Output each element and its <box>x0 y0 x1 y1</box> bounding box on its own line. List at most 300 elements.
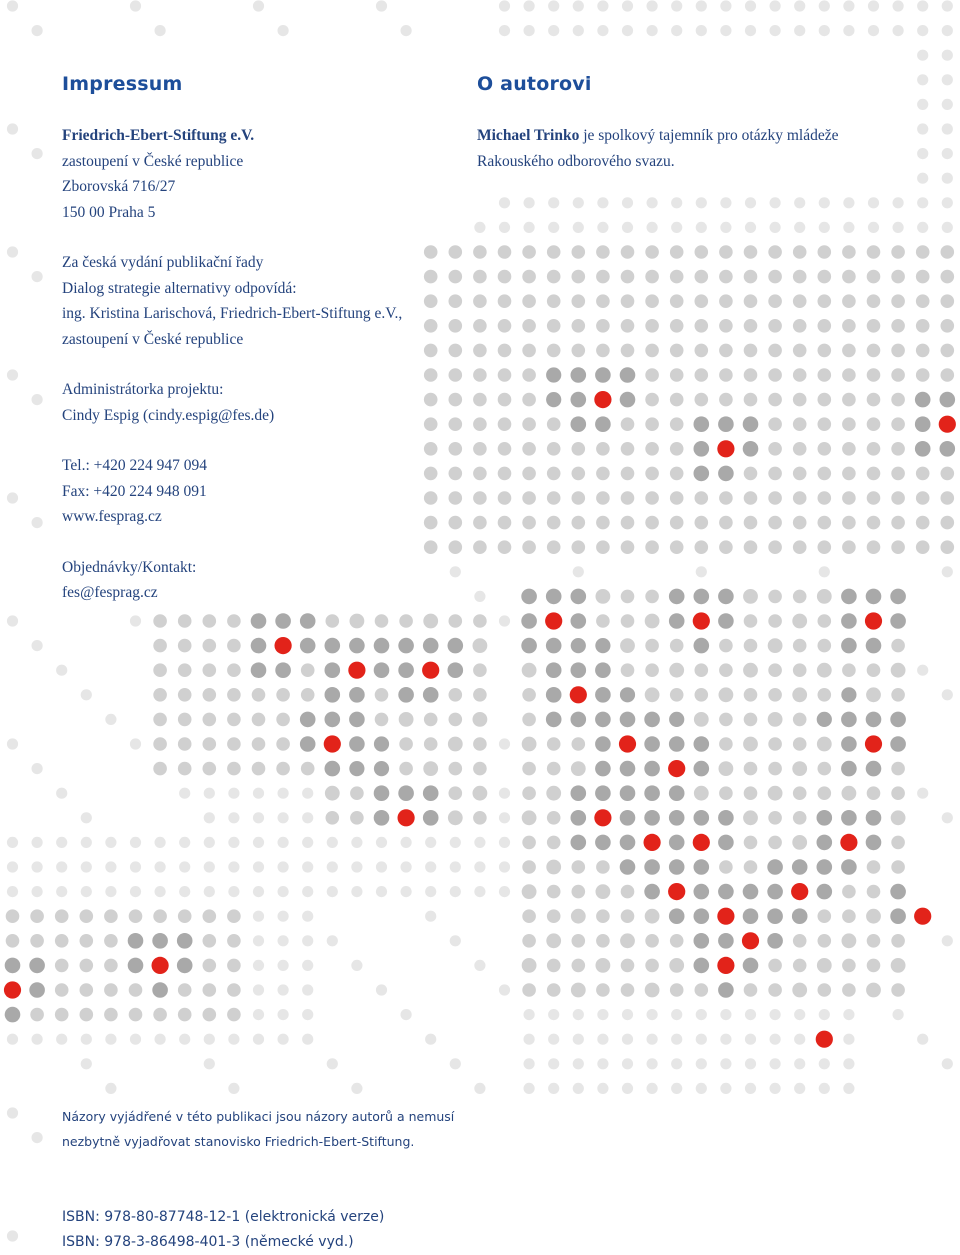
map-dot <box>792 687 807 702</box>
map-dot <box>547 270 561 284</box>
map-dot <box>596 540 610 554</box>
red-dot <box>619 735 636 752</box>
map-dot <box>31 1132 42 1143</box>
map-dot <box>302 861 313 872</box>
map-dot <box>448 662 464 678</box>
map-dot <box>793 467 807 481</box>
map-dot <box>573 1034 584 1045</box>
impressum-heading: Impressum <box>62 73 183 95</box>
map-dot <box>867 663 881 677</box>
map-dot <box>204 861 215 872</box>
map-dot <box>694 908 710 924</box>
map-dot <box>866 909 881 924</box>
map-dot <box>891 639 905 653</box>
map-dot <box>744 688 758 702</box>
map-dot <box>842 442 856 456</box>
map-dot <box>645 909 660 924</box>
map-dot <box>794 1034 805 1045</box>
map-dot <box>351 886 362 897</box>
map-dot <box>916 245 930 259</box>
map-dot <box>644 859 660 875</box>
map-dot <box>596 319 610 333</box>
map-dot <box>105 861 116 872</box>
map-dot <box>842 319 856 333</box>
map-dot <box>744 614 758 628</box>
map-dot <box>228 788 239 799</box>
map-dot <box>203 934 217 948</box>
map-dot <box>941 245 955 259</box>
map-dot <box>473 614 487 628</box>
map-dot <box>891 540 905 554</box>
map-dot <box>155 861 166 872</box>
map-dot <box>522 467 536 481</box>
map-dot <box>572 516 586 530</box>
responsible-line: Za česká vydání publikační řady <box>62 254 264 271</box>
map-dot <box>521 638 537 654</box>
map-dot <box>669 785 685 801</box>
map-dot <box>916 516 930 530</box>
map-dot <box>917 665 928 676</box>
map-dot <box>770 197 781 208</box>
map-dot <box>770 25 781 36</box>
map-dot <box>669 835 685 851</box>
admin-line: Administrátorka projektu: <box>62 381 224 398</box>
map-dot <box>499 738 510 749</box>
map-dot <box>375 614 389 628</box>
map-dot <box>744 540 758 554</box>
map-dot <box>768 540 782 554</box>
map-dot <box>547 737 561 751</box>
map-dot <box>253 788 264 799</box>
map-dot <box>669 736 685 752</box>
map-dot <box>670 417 684 431</box>
map-dot <box>573 1058 584 1069</box>
map-dot <box>349 712 365 728</box>
map-dot <box>917 1034 928 1045</box>
map-dot <box>572 860 586 874</box>
map-dot <box>720 197 731 208</box>
map-dot <box>424 516 438 530</box>
map-dot <box>547 294 561 308</box>
map-dot <box>719 516 733 530</box>
map-dot <box>29 958 45 974</box>
map-dot <box>621 491 635 505</box>
orders-line: fes@fesprag.cz <box>62 584 158 601</box>
map-dot <box>278 861 289 872</box>
map-dot <box>694 416 710 432</box>
map-dot <box>768 442 782 456</box>
map-dot <box>916 294 930 308</box>
map-dot <box>842 491 856 505</box>
map-dot <box>522 909 536 923</box>
map-dot <box>424 368 438 382</box>
map-dot <box>644 884 660 900</box>
about-text <box>477 123 838 174</box>
map-dot <box>718 982 734 998</box>
map-dot <box>547 540 561 554</box>
map-dot <box>891 860 905 874</box>
map-dot <box>227 762 241 776</box>
map-dot <box>302 935 313 946</box>
map-dot <box>130 738 141 749</box>
map-dot <box>768 368 782 382</box>
map-dot <box>573 566 584 577</box>
map-dot <box>276 762 290 776</box>
map-dot <box>817 835 833 851</box>
map-dot <box>573 222 584 233</box>
map-dot <box>793 663 807 677</box>
map-dot <box>768 811 782 825</box>
map-dot <box>793 393 807 407</box>
map-dot <box>7 246 18 257</box>
map-dot <box>597 1058 608 1069</box>
map-dot <box>128 933 144 949</box>
map-dot <box>867 491 881 505</box>
map-dot <box>793 516 807 530</box>
map-dot <box>767 884 783 900</box>
map-dot <box>817 884 833 900</box>
map-dot <box>351 837 362 848</box>
map-dot <box>621 344 635 358</box>
map-dot <box>941 516 955 530</box>
map-dot <box>301 663 315 677</box>
map-dot <box>374 736 389 751</box>
map-dot <box>669 810 685 826</box>
map-dot <box>7 1230 18 1241</box>
map-dot <box>522 958 537 973</box>
map-dot <box>942 25 953 36</box>
map-dot <box>522 516 536 530</box>
map-dot <box>572 442 586 456</box>
map-dot <box>843 0 854 11</box>
map-dot <box>7 837 18 848</box>
map-dot <box>152 982 168 998</box>
map-dot <box>792 761 807 776</box>
author-text-line: je spolkový tajemník pro otázky mládeže <box>579 127 839 144</box>
map-dot <box>178 688 192 702</box>
about-author-section <box>477 73 838 174</box>
map-dot <box>818 245 832 259</box>
map-dot <box>942 50 953 61</box>
map-dot <box>620 712 636 728</box>
map-dot <box>105 1034 116 1045</box>
map-dot <box>424 540 438 554</box>
map-dot <box>696 566 707 577</box>
map-dot <box>81 886 92 897</box>
map-dot <box>818 344 832 358</box>
map-dot <box>522 344 536 358</box>
map-dot <box>425 886 436 897</box>
map-dot <box>498 319 512 333</box>
publisher-line: zastoupení v České republice <box>62 152 244 170</box>
map-dot <box>793 368 807 382</box>
map-dot <box>6 909 20 923</box>
map-dot <box>302 911 313 922</box>
map-dot <box>916 491 930 505</box>
map-dot <box>81 812 92 823</box>
map-dot <box>203 614 217 628</box>
map-dot <box>817 859 833 875</box>
map-dot <box>572 934 586 948</box>
map-dot <box>449 294 463 308</box>
map-dot <box>31 886 42 897</box>
isbn-block <box>62 1205 384 1255</box>
map-dot <box>302 886 313 897</box>
map-dot <box>645 934 659 948</box>
map-dot <box>841 613 857 629</box>
map-dot <box>644 712 660 728</box>
map-dot <box>203 909 217 923</box>
map-dot <box>6 934 20 948</box>
map-dot <box>572 885 586 899</box>
map-dot <box>399 614 413 628</box>
map-dot <box>644 761 660 777</box>
map-dot <box>547 491 561 505</box>
map-dot <box>768 294 782 308</box>
map-dot <box>917 222 928 233</box>
map-dot <box>842 516 856 530</box>
map-dot <box>499 812 510 823</box>
map-dot <box>670 540 684 554</box>
map-dot <box>275 662 291 678</box>
map-dot <box>251 638 267 654</box>
red-dot <box>398 809 415 826</box>
map-dot <box>522 810 537 825</box>
map-dot <box>376 0 387 11</box>
map-dot <box>597 0 608 11</box>
map-dot <box>547 762 561 776</box>
map-dot <box>841 589 857 605</box>
map-dot <box>645 516 659 530</box>
map-dot <box>647 1009 658 1020</box>
map-dot <box>694 466 710 482</box>
map-dot <box>842 417 856 431</box>
map-dot <box>31 517 42 528</box>
map-dot <box>376 984 387 995</box>
map-dot <box>253 911 264 922</box>
map-dot <box>424 245 438 259</box>
map-dot <box>596 909 610 923</box>
map-dot <box>326 811 340 825</box>
map-dot <box>644 785 660 801</box>
map-dot <box>843 25 854 36</box>
map-dot <box>671 197 682 208</box>
map-dot <box>450 861 461 872</box>
map-dot <box>596 467 610 481</box>
map-dot <box>818 319 832 333</box>
map-dot <box>794 1009 805 1020</box>
red-dot <box>816 1031 833 1048</box>
map-dot <box>227 1008 241 1022</box>
map-dot <box>179 861 190 872</box>
map-dot <box>670 688 684 702</box>
map-dot <box>620 835 636 851</box>
map-dot <box>424 294 438 308</box>
map-dot <box>450 837 461 848</box>
map-dot <box>499 615 510 626</box>
map-dot <box>498 467 512 481</box>
map-dot <box>31 25 42 36</box>
map-dot <box>916 467 930 481</box>
map-dot <box>743 958 759 974</box>
map-dot <box>30 909 44 923</box>
map-dot <box>719 245 733 259</box>
map-dot <box>351 861 362 872</box>
map-dot <box>645 393 659 407</box>
map-dot <box>621 516 635 530</box>
map-dot <box>473 344 487 358</box>
map-dot <box>30 1008 44 1022</box>
map-dot <box>793 491 807 505</box>
map-dot <box>522 319 536 333</box>
map-dot <box>473 417 487 431</box>
map-dot <box>228 812 239 823</box>
map-dot <box>867 885 881 899</box>
map-dot <box>473 811 487 825</box>
map-dot <box>547 959 561 973</box>
map-dot <box>474 861 485 872</box>
map-dot <box>80 909 94 923</box>
map-dot <box>547 516 561 530</box>
map-dot <box>793 294 807 308</box>
map-dot <box>866 810 882 826</box>
map-dot <box>498 491 512 505</box>
map-dot <box>595 736 611 752</box>
map-dot <box>941 491 955 505</box>
map-dot <box>621 909 635 923</box>
map-dot <box>942 0 953 11</box>
map-dot <box>645 294 659 308</box>
map-dot <box>645 245 659 259</box>
map-dot <box>56 886 67 897</box>
map-dot <box>942 935 953 946</box>
map-dot <box>401 886 412 897</box>
map-dot <box>424 467 438 481</box>
map-dot <box>153 737 167 751</box>
map-dot <box>917 123 928 134</box>
red-dot <box>865 612 882 629</box>
map-dot <box>522 737 537 752</box>
map-dot <box>325 662 341 678</box>
map-dot <box>597 1034 608 1045</box>
map-dot <box>251 662 267 678</box>
map-dot <box>179 788 190 799</box>
map-dot <box>278 788 289 799</box>
map-dot <box>55 909 69 923</box>
map-dot <box>450 1058 461 1069</box>
map-dot <box>31 1034 42 1045</box>
map-dot <box>916 344 930 358</box>
map-dot <box>645 663 659 677</box>
map-dot <box>498 393 512 407</box>
map-dot <box>696 1009 707 1020</box>
map-dot <box>768 663 782 677</box>
map-dot <box>694 859 710 875</box>
map-dot <box>669 712 684 727</box>
red-dot <box>4 981 21 998</box>
map-dot <box>573 0 584 11</box>
map-dot <box>597 222 608 233</box>
map-dot <box>770 1058 781 1069</box>
map-dot <box>645 959 659 973</box>
map-dot <box>7 615 18 626</box>
map-dot <box>792 859 808 875</box>
map-dot <box>768 491 782 505</box>
map-dot <box>152 933 168 949</box>
map-dot <box>793 319 807 333</box>
map-dot <box>647 25 658 36</box>
map-dot <box>841 761 857 777</box>
map-dot <box>153 688 167 702</box>
map-dot <box>178 663 192 677</box>
map-dot <box>817 958 832 973</box>
map-dot <box>669 859 685 875</box>
map-dot <box>177 933 193 949</box>
map-dot <box>301 762 315 776</box>
map-dot <box>56 665 67 676</box>
map-dot <box>547 319 561 333</box>
map-dot <box>794 197 805 208</box>
map-dot <box>620 392 636 408</box>
map-dot <box>842 393 856 407</box>
map-dot <box>817 737 832 752</box>
map-dot <box>7 123 18 134</box>
map-dot <box>670 245 684 259</box>
map-dot <box>620 859 636 875</box>
map-dot <box>670 344 684 358</box>
map-dot <box>473 368 487 382</box>
map-dot <box>473 638 488 653</box>
map-dot <box>942 812 953 823</box>
map-dot <box>423 638 439 654</box>
map-dot <box>743 416 759 432</box>
map-dot <box>917 25 928 36</box>
map-dot <box>450 935 461 946</box>
map-dot <box>178 737 192 751</box>
map-dot <box>818 688 832 702</box>
map-dot <box>80 934 94 948</box>
map-dot <box>843 1083 854 1094</box>
map-dot <box>596 589 611 604</box>
map-dot <box>29 982 45 998</box>
map-dot <box>546 933 561 948</box>
map-dot <box>350 614 365 629</box>
map-dot <box>843 1034 854 1045</box>
red-dot <box>348 662 365 679</box>
map-dot <box>327 886 338 897</box>
map-dot <box>768 737 782 751</box>
map-dot <box>671 0 682 11</box>
map-dot <box>867 368 881 382</box>
map-dot <box>620 810 636 826</box>
map-dot <box>524 197 535 208</box>
map-dot <box>252 713 266 727</box>
map-dot <box>793 713 807 727</box>
map-dot <box>915 416 931 432</box>
map-dot <box>153 762 167 776</box>
map-dot <box>302 1009 313 1020</box>
map-dot <box>81 1034 92 1045</box>
map-dot <box>622 25 633 36</box>
map-dot <box>622 1034 633 1045</box>
map-dot <box>891 786 905 800</box>
map-dot <box>842 786 857 801</box>
map-dot <box>278 935 289 946</box>
map-dot <box>227 614 241 628</box>
map-dot <box>671 1034 682 1045</box>
map-dot <box>792 983 807 998</box>
map-dot <box>891 958 906 973</box>
